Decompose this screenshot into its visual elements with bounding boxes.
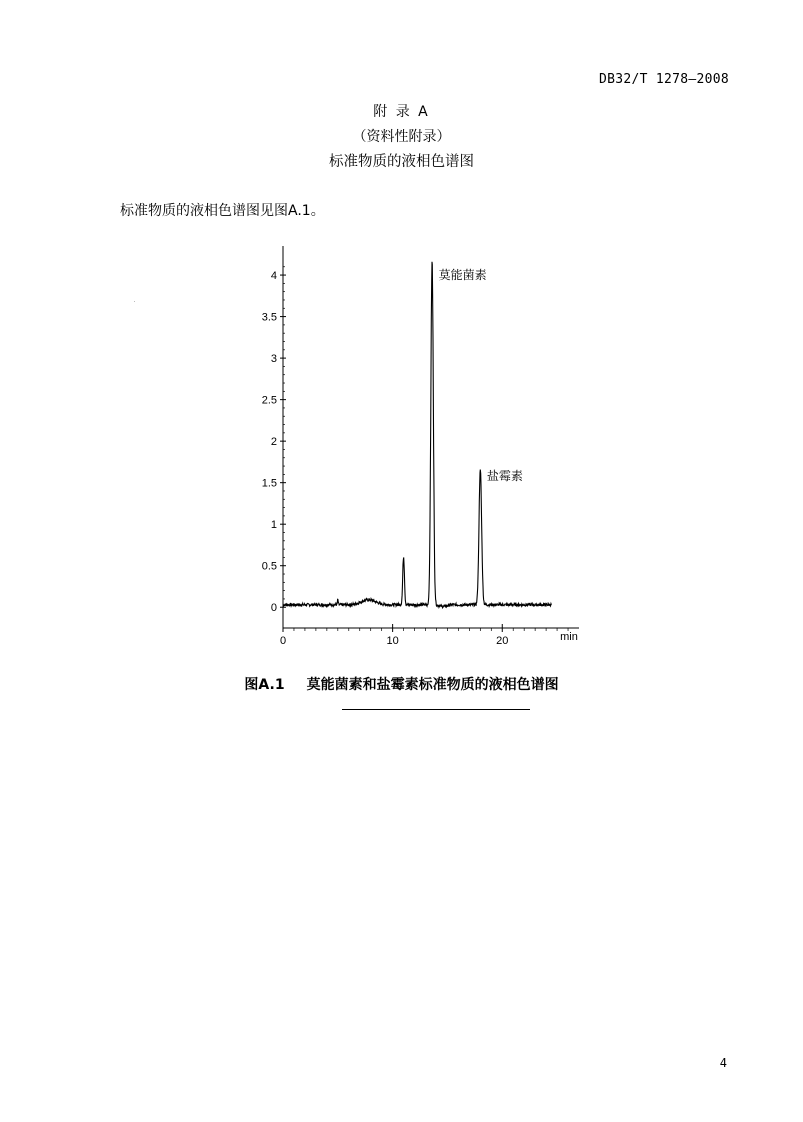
appendix-heading: 标准物质的液相色谱图 <box>329 154 474 170</box>
appendix-type: （资料性附录） <box>352 129 451 145</box>
chart-trace <box>283 262 551 608</box>
end-rule <box>342 709 530 710</box>
y-tick-label: 4 <box>270 270 277 283</box>
chart-labels <box>439 267 523 483</box>
y-tick-label: 1 <box>270 519 277 532</box>
y-tick-label: 3 <box>270 353 277 366</box>
x-tick-label: 10 <box>386 635 399 647</box>
page-number: 4 <box>719 1056 727 1070</box>
y-tick-label: 2 <box>270 436 277 449</box>
y-tick-label: 0.5 <box>261 560 277 573</box>
y-tick-label: 1.5 <box>261 477 277 490</box>
chart-ticks <box>262 267 578 647</box>
chromatogram-line <box>283 262 551 608</box>
document-code: DB32/T 1278—2008 <box>598 72 729 87</box>
figure-title: 莫能菌素和盐霉素标准物质的液相色谱图 <box>306 677 559 693</box>
peak-label: 盐霉素 <box>486 469 523 484</box>
y-tick-label: 2.5 <box>261 394 277 407</box>
y-tick-label: 3.5 <box>261 311 277 324</box>
figure-caption <box>0 674 803 694</box>
y-tick-label: 0 <box>270 602 277 615</box>
x-tick-label: 0 <box>279 635 287 647</box>
appendix-title: 附 录 A <box>373 104 430 120</box>
peak-label: 莫能菌素 <box>438 268 487 283</box>
x-tick-label: 20 <box>496 635 509 647</box>
x-axis-unit: min <box>560 631 578 643</box>
figure-number: 图A.1 <box>244 677 285 693</box>
body-paragraph: 标准物质的液相色谱图见图A.1。 <box>120 203 325 219</box>
